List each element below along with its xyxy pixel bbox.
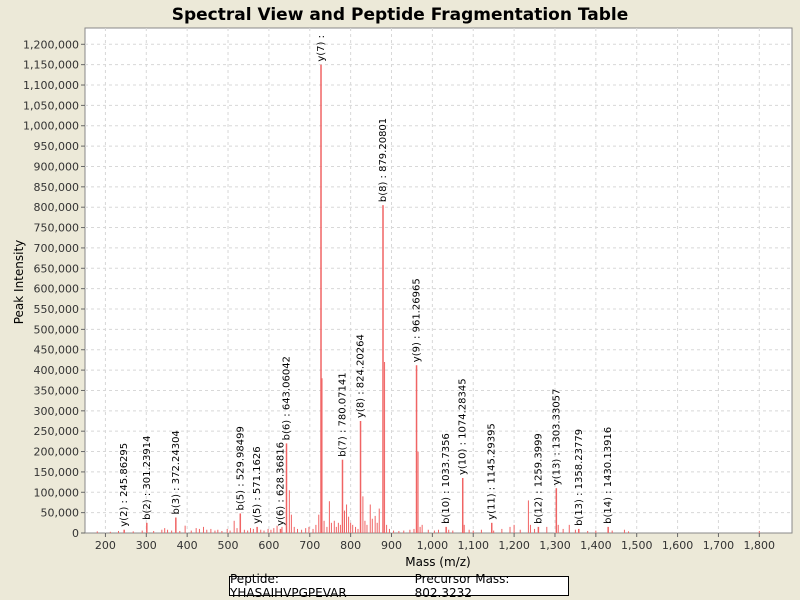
y-tick-label: 700,000 — [33, 241, 79, 255]
y-tick-label: 100,000 — [33, 486, 79, 500]
peak-label: b(7) : 780.07141 — [337, 372, 349, 457]
peak-label: b(5) : 529.98499 — [235, 426, 247, 511]
peak-label: y(11) : 1145.29395 — [486, 423, 498, 520]
peak-label: b(10) : 1033.7356 — [441, 433, 453, 524]
peak-label: b(2) : 301.23914 — [141, 435, 153, 520]
peak-label: y(6) : 628.36816 — [275, 442, 287, 526]
y-tick-label: 50,000 — [40, 506, 79, 520]
peak-label: y(5) : 571.1626 — [252, 446, 264, 524]
peak-label: b(13) : 1358.23779 — [573, 428, 585, 526]
x-tick-label: 1,700 — [702, 539, 735, 552]
peak-label: y(8) : 824.20264 — [355, 334, 367, 419]
x-tick-label: 400 — [176, 539, 198, 552]
chart-title: Spectral View and Peptide Fragmentation Table — [171, 5, 629, 25]
y-tick-label: 500,000 — [33, 323, 79, 337]
x-axis-ticks — [95, 533, 775, 552]
plot-area — [85, 28, 792, 533]
y-tick-label: 1,200,000 — [23, 38, 79, 52]
x-tick-label: 1,300 — [539, 539, 571, 552]
y-axis-ticks — [23, 38, 85, 540]
x-tick-label: 1,600 — [661, 539, 694, 552]
x-tick-label: 500 — [217, 539, 239, 552]
x-axis-label: Mass (m/z) — [405, 555, 471, 569]
peak-label: b(14) : 1430.13916 — [603, 426, 615, 524]
y-axis-label: Peak Intensity — [12, 239, 26, 325]
y-tick-label: 900,000 — [33, 160, 79, 174]
y-tick-label: 450,000 — [33, 343, 79, 357]
y-tick-label: 150,000 — [33, 465, 79, 479]
y-tick-label: 1,100,000 — [23, 79, 79, 93]
x-tick-label: 900 — [381, 539, 403, 552]
y-tick-label: 200,000 — [33, 445, 79, 459]
peak-label: b(3) : 372.24304 — [170, 430, 182, 515]
x-tick-label: 1,000 — [416, 539, 449, 552]
y-tick-label: 400,000 — [33, 364, 79, 378]
peak-label: y(7) : — [316, 35, 328, 62]
precursor-mass-label: Precursor Mass: 802.3232 — [414, 572, 510, 600]
y-tick-label: 850,000 — [33, 180, 79, 194]
y-tick-label: 300,000 — [33, 404, 79, 418]
y-tick-label: 1,000,000 — [23, 119, 79, 133]
y-tick-label: 550,000 — [33, 303, 79, 317]
peptide-label: Peptide: YHASAIHVPGPEVAR — [230, 572, 347, 600]
peak-label: b(8) : 879.20801 — [378, 117, 390, 203]
x-tick-label: 1,400 — [580, 539, 612, 552]
x-tick-label: 1,800 — [743, 539, 776, 552]
y-tick-label: 800,000 — [33, 201, 79, 215]
x-tick-label: 600 — [258, 539, 280, 552]
peak-label: y(10) : 1074.28345 — [457, 378, 469, 476]
y-tick-label: 950,000 — [33, 140, 79, 154]
y-tick-label: 650,000 — [33, 262, 79, 276]
x-tick-label: 800 — [340, 539, 362, 552]
x-tick-label: 300 — [135, 539, 157, 552]
peak-label: y(13) : 1303.33057 — [551, 388, 563, 486]
y-tick-label: 0 — [72, 527, 79, 540]
y-tick-label: 1,050,000 — [23, 99, 79, 113]
y-tick-label: 250,000 — [33, 425, 79, 439]
x-tick-label: 1,200 — [498, 539, 530, 552]
peak-label: b(12) : 1259.3999 — [533, 433, 545, 524]
peak-label: y(9) : 961.26965 — [411, 278, 423, 363]
x-tick-label: 700 — [299, 539, 321, 552]
peak-label: y(2) : 245.86295 — [119, 442, 131, 527]
y-tick-label: 600,000 — [33, 282, 79, 296]
y-tick-label: 750,000 — [33, 221, 79, 235]
peptide-info-box — [229, 572, 569, 600]
x-tick-label: 200 — [94, 539, 116, 552]
x-tick-label: 1,500 — [620, 539, 653, 552]
x-tick-label: 1,100 — [457, 539, 489, 552]
y-tick-label: 1,150,000 — [23, 58, 79, 72]
y-tick-label: 350,000 — [33, 384, 79, 398]
peak-label: b(6) : 643.06042 — [281, 356, 293, 441]
